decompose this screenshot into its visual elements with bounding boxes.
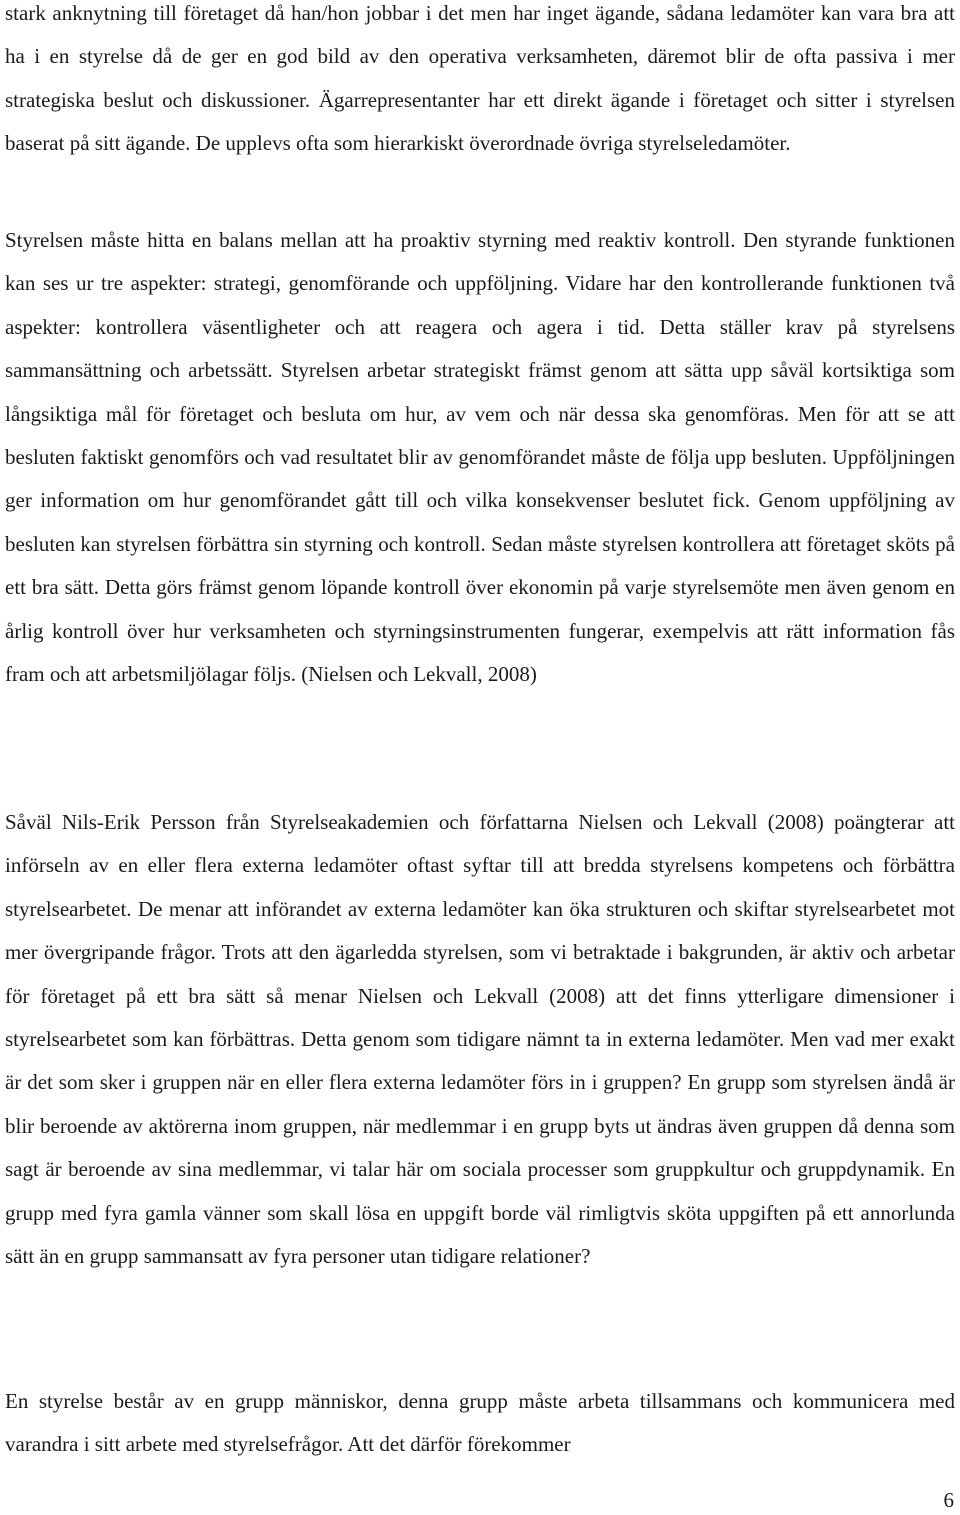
page-number: 6 [943, 1488, 954, 1512]
paragraph-group-communication: En styrelse består av en grupp människor, denna grupp måste arbeta tillsammans och kommunicera med varandra i sitt arbete med styrelsefrågor. Att det därför förekommer [5, 1389, 955, 1457]
paragraph-proactive-steering: Styrelsen måste hitta en balans mellan att ha proaktiv styrning med reaktiv kontroll. Den styrande funktionen kan ses ur tre aspekter: strategi, genomförande och uppföljning. Vidare har den kontrollerande funktionen två aspekter: kontrollera väsentligheter och att reagera och agera i tid. Detta ställer krav på styrelsens sammansättning och arbetssätt. Styrelsen arbetar strategiskt främst genom att sätta upp såväl kortsiktiga som långsiktiga mål för företaget och besluta om hur, av vem och när dessa ska genomföras. Men för att se att besluten faktiskt genomförs och vad resultatet blir av genomförandet måste de följa upp besluten. Uppföljningen ger information om hur genomförandet gått till och vilka konsekvenser beslutet fick. Genom uppföljning av besluten kan styrelsen förbättra sin styrning och kontroll. Sedan måste styrelsen kontrollera att företaget sköts på ett bra sätt. Detta görs främst genom löpande kontroll över ekonomin på varje styrelsemöte men även genom en årlig kontroll över hur verksamheten och styrningsinstrumenten fungerar, exempelvis att rätt information fås fram och att arbetsmiljölagar följs. (Nielsen och Lekvall, 2008) [5, 228, 955, 687]
paragraph-board-member-types: stark anknytning till företaget då han/hon jobbar i det men har inget ägande, sådana ledamöter kan vara bra att ha i en styrelse då de ger en god bild av den operativa verksamheten, däremot blir de ofta passiva i mer strategiska beslut och diskussioner. Ägarrepresentanter har ett direkt ägande i företaget och sitter i styrelsen baserat på sitt ägande. De upplevs ofta som hierarkiskt överordnade övriga styrelseledamöter. [5, 1, 955, 156]
paragraph-external-members: Såväl Nils-Erik Persson från Styrelseakademien och författarna Nielsen och Lekvall (2008) poängterar att införseln av en eller flera externa ledamöter oftast syftar till att bredda styrelsens kompetens och förbättra styrelsearbetet. De menar att införandet av externa ledamöter kan öka strukturen och skiftar styrelsearbetet mot mer övergripande frågor. Trots att den ägarledda styrelsen, som vi betraktade i bakgrunden, är aktiv och arbetar för företaget på ett bra sätt så menar Nielsen och Lekvall (2008) att det finns ytterligare dimensioner i styrelsearbetet som kan förbättras. Detta genom som tidigare nämnt ta in externa ledamöter. Men vad mer exakt är det som sker i gruppen när en eller flera externa ledamöter förs in i gruppen? En grupp som styrelsen ändå är blir beroende av aktörerna inom gruppen, när medlemmar i en grupp byts ut ändras även gruppen då denna som sagt är beroende av sina medlemmar, vi talar här om sociala processer som gruppkultur och gruppdynamik. En grupp med fyra gamla vänner som skall lösa en uppgift borde väl rimligtvis sköta uppgiften på ett annorlunda sätt än en grupp sammansatt av fyra personer utan tidigare relationer? [5, 810, 955, 1269]
